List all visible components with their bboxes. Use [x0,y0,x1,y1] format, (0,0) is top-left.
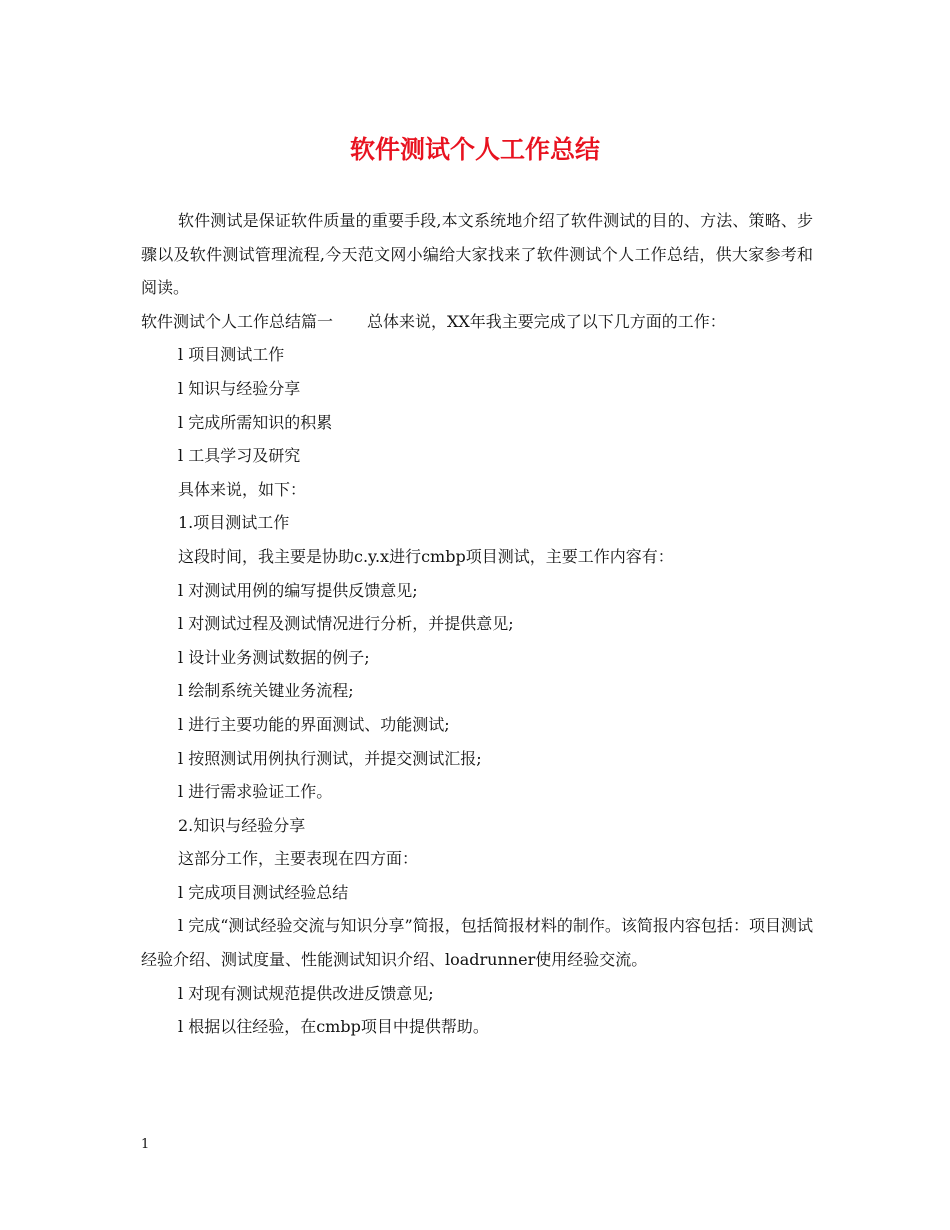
intro-paragraph: 软件测试是保证软件质量的重要手段,本文系统地介绍了软件测试的目的、方法、策略、步骤以及软件测试管理流程,今天范文网小编给大家找来了软件测试个人工作总结，供大家参考和阅读。 [141,211,813,298]
section-lead: 总体来说，XX年我主要完成了以下几方面的工作： [367,311,726,331]
document-body [141,204,813,1044]
page-number: 1 [141,1137,150,1152]
list-item: l 进行主要功能的界面测试、功能测试; [178,714,450,734]
list-item: l 对现有测试规范提供改进反馈意见; [178,983,434,1003]
list-item: l 按照测试用例执行测试，并提交测试汇报; [178,748,482,768]
list-item: l 完成项目测试经验总结 [178,882,349,902]
list-item: l 绘制系统关键业务流程; [178,681,354,701]
part2-lead: 这部分工作，主要表现在四方面： [178,849,419,869]
list-item: l 对测试用例的编写提供反馈意见; [178,580,418,600]
list-item: l 设计业务测试数据的例子; [178,647,370,667]
list-item-long: l 完成“测试经验交流与知识分享”简报，包括简报材料的制作。该简报内容包括：项目测试经验介绍、测试度量、性能测试知识介绍、loadrunner使用经验交流。 [141,916,813,970]
section-heading-line [141,305,813,339]
part1-lead: 这段时间，我主要是协助c.y.x进行cmbp项目测试，主要工作内容有： [178,546,674,566]
list-item: l 知识与经验分享 [178,378,301,398]
list-item: l 项目测试工作 [178,345,285,365]
list-item: l 对测试过程及测试情况进行分析，并提供意见; [178,614,514,634]
list-item: l 进行需求验证工作。 [178,782,333,802]
document-title: 软件测试个人工作总结 [349,135,600,164]
list-item: l 根据以往经验，在cmbp项目中提供帮助。 [178,1017,489,1037]
section-heading: 软件测试个人工作总结篇一 [141,311,334,331]
list-item: l 完成所需知识的积累 [178,412,333,432]
detail-lead: 具体来说，如下： [178,479,307,499]
part1-heading: 1.项目测试工作 [178,513,290,533]
part2-heading: 2.知识与经验分享 [178,815,306,835]
list-item: l 工具学习及研究 [178,446,301,466]
